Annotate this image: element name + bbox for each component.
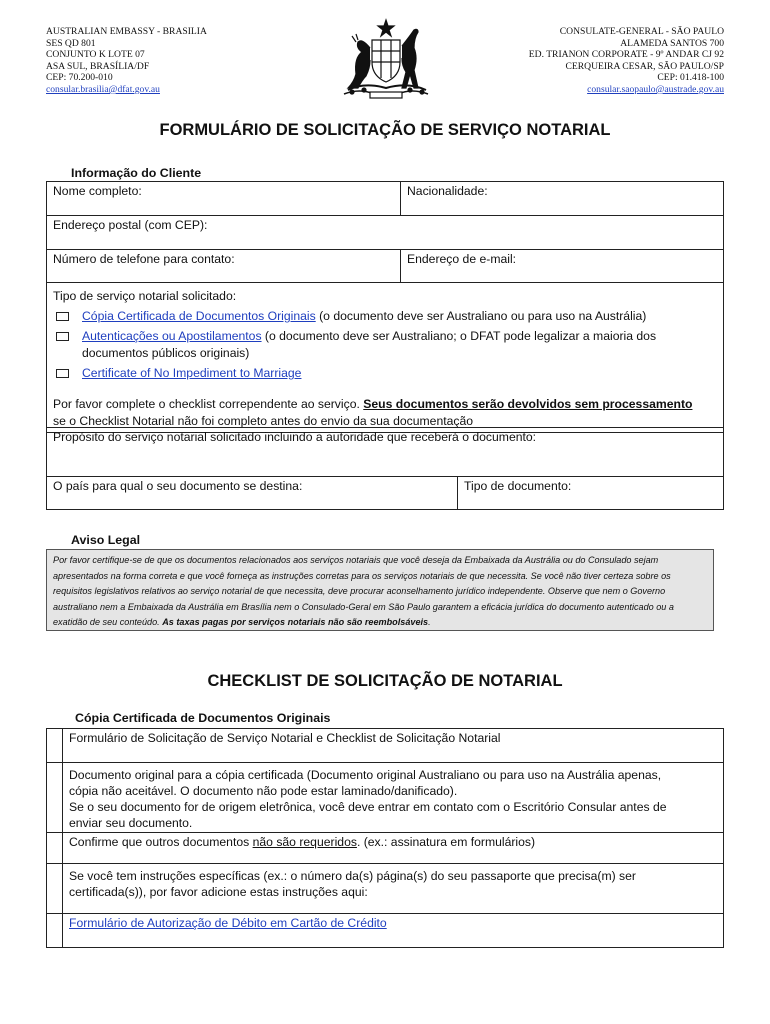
purpose-field[interactable] (47, 428, 724, 477)
checklist-item-text: Se o seu documento for de origem eletrônica, você deve entrar em contato com o Escritório Consular antes de (69, 800, 667, 814)
checklist-note-text-2: se o Checklist Notarial não foi completo antes do envio da sua documentação (53, 414, 474, 428)
form-title: FORMULÁRIO DE SOLICITAÇÃO DE SERVIÇO NOTARIAL (159, 121, 611, 139)
checklist-item (63, 763, 724, 833)
consulate-address-line: ED. TRIANON CORPORATE - 9º ANDAR CJ 92 (528, 49, 724, 61)
full-name-label: Nome completo: (53, 184, 142, 198)
checklist-item-text: Confirme que outros documentos (69, 835, 253, 849)
service-type-cell (47, 283, 724, 433)
checklist-checkbox[interactable] (47, 833, 63, 864)
consulate-address-line: ALAMEDA SANTOS 700 (620, 37, 724, 49)
embassy-address-block (46, 26, 207, 96)
client-info-table (46, 181, 724, 433)
consulate-address-line: CERQUEIRA CESAR, SÃO PAULO/SP (565, 60, 724, 72)
checklist-item-text: Se você tem instruções específicas (ex.: o número da(s) página(s) do seu passaporte que precisa(m) ser (69, 869, 636, 883)
checklist-item-text: . (ex.: assinatura em formulários) (356, 835, 536, 849)
checklist-title: CHECKLIST DE SOLICITAÇÃO DE NOTARIAL (207, 672, 563, 690)
checklist-item-text: enviar seu documento. (69, 816, 193, 830)
phone-field[interactable] (47, 250, 401, 283)
service-note-cont: documentos públicos originais) (82, 346, 250, 360)
service-checkbox[interactable] (56, 369, 69, 378)
consulate-name: CONSULATE-GENERAL - SÃO PAULO (559, 26, 724, 37)
nationality-label: Nacionalidade: (407, 184, 488, 198)
full-name-field[interactable] (47, 182, 401, 216)
legal-notice-box (46, 549, 714, 631)
embassy-name: AUSTRALIAN EMBASSY - BRASILIA (46, 26, 207, 37)
checklist-note (53, 396, 717, 430)
service-option[interactable] (56, 308, 717, 325)
phone-label: Número de telefone para contato: (53, 252, 235, 266)
purpose-table (46, 427, 724, 510)
consulate-address-block (529, 26, 724, 96)
embassy-postcode: CEP: 70.200-010 (46, 72, 113, 84)
purpose-label: Propósito do serviço notarial solicitado incluindo a autoridade que receberá o documento: (53, 430, 537, 444)
checklist-table (46, 728, 724, 948)
embassy-address-line: SES QD 801 (46, 37, 96, 49)
document-type-label: Tipo de documento: (464, 479, 572, 493)
email-field[interactable] (401, 250, 724, 283)
document-type-field[interactable] (458, 477, 724, 510)
nationality-field[interactable] (401, 182, 724, 216)
checklist-item (63, 914, 724, 948)
checklist-item-text: Formulário de Solicitação de Serviço Notarial e Checklist de Solicitação Notarial (69, 731, 501, 745)
consulate-postcode: CEP: 01.418-100 (657, 72, 724, 84)
checklist-checkbox[interactable] (47, 914, 63, 948)
embassy-email-link[interactable]: consular.brasilia@dfat.gov.au (46, 83, 160, 95)
checklist-item-text: Documento original para a cópia certificada (Documento original Australiano ou para uso na Austrália apenas, (69, 768, 662, 782)
checklist-checkbox[interactable] (47, 763, 63, 833)
embassy-address-line: ASA SUL, BRASÍLIA/DF (46, 60, 150, 72)
service-option[interactable] (56, 365, 717, 382)
checklist-item (63, 864, 724, 914)
legal-section-label: Aviso Legal (71, 533, 141, 547)
legal-notice-end: . (428, 617, 431, 628)
checklist-item-text: certificada(s)), por favor adicione estas instruções aqui: (69, 885, 368, 899)
checklist-checkbox[interactable] (47, 864, 63, 914)
service-link-authentication[interactable]: Autenticações ou Apostilamentos (82, 329, 262, 343)
service-link-cni[interactable]: Certificate of No Impediment to Marriage (82, 366, 302, 380)
australian-coat-of-arms-icon (334, 18, 438, 102)
postal-address-field[interactable] (47, 216, 724, 250)
email-label: Endereço de e-mail: (407, 252, 517, 266)
service-link-certified-copy[interactable]: Cópia Certificada de Documentos Originais (82, 309, 316, 323)
checklist-checkbox[interactable] (47, 729, 63, 763)
service-type-label: Tipo de serviço notarial solicitado: (53, 289, 237, 303)
service-option[interactable] (56, 328, 717, 362)
service-checkbox[interactable] (56, 312, 69, 321)
legal-notice-refund: As taxas pagas por serviços notariais não são reembolsáveis (162, 617, 429, 628)
checklist-section-label: Cópia Certificada de Documentos Originais (75, 711, 331, 725)
checklist-item-text: cópia não aceitável. O documento não pode estar laminado/danificado). (69, 784, 458, 798)
checklist-item (63, 833, 724, 864)
checklist-note-warning: Seus documentos serão devolvidos sem processamento (363, 397, 693, 411)
destination-country-field[interactable] (47, 477, 458, 510)
postal-address-label: Endereço postal (com CEP): (53, 218, 208, 232)
checklist-item-emphasis: não são requeridos (252, 835, 357, 849)
service-note: (o documento deve ser Australiano; o DFAT pode legalizar a maioria dos (261, 329, 657, 343)
checklist-note-text: Por favor complete o checklist corrependente ao serviço. (53, 397, 364, 411)
embassy-address-line: CONJUNTO K LOTE 07 (46, 49, 145, 61)
consulate-email-link[interactable]: consular.saopaulo@austrade.gov.au (587, 83, 724, 95)
credit-card-form-link[interactable]: Formulário de Autorização de Débito em Cartão de Crédito (69, 916, 387, 930)
legal-notice-text: Por favor certifique-se de que os documentos relacionados aos serviços notariais que você deseja da Embaixada da Austrália ou do Consulado sejam apresentados na forma correta e que você forneça as instruções corretas para os serviços notariais de que necessita. Se você não tiver certeza sobre os requisitos legislativos relativos ao serviço notarial de que necessita, deve procurar aconselhamento jurídico independente. Observe que nem o Governo australiano nem a Embaixada da Austrália em Brasília nem o Consulado-Geral em São Paulo garantem a eficácia jurídica do documento autenticado ou a exatidão de seu conteúdo. (53, 555, 674, 628)
client-section-label: Informação do Cliente (71, 166, 202, 180)
checklist-item (63, 729, 724, 763)
service-checkbox[interactable] (56, 332, 69, 341)
destination-country-label: O país para qual o seu documento se destina: (53, 479, 303, 493)
service-note: (o documento deve ser Australiano ou para uso na Austrália) (315, 309, 647, 323)
